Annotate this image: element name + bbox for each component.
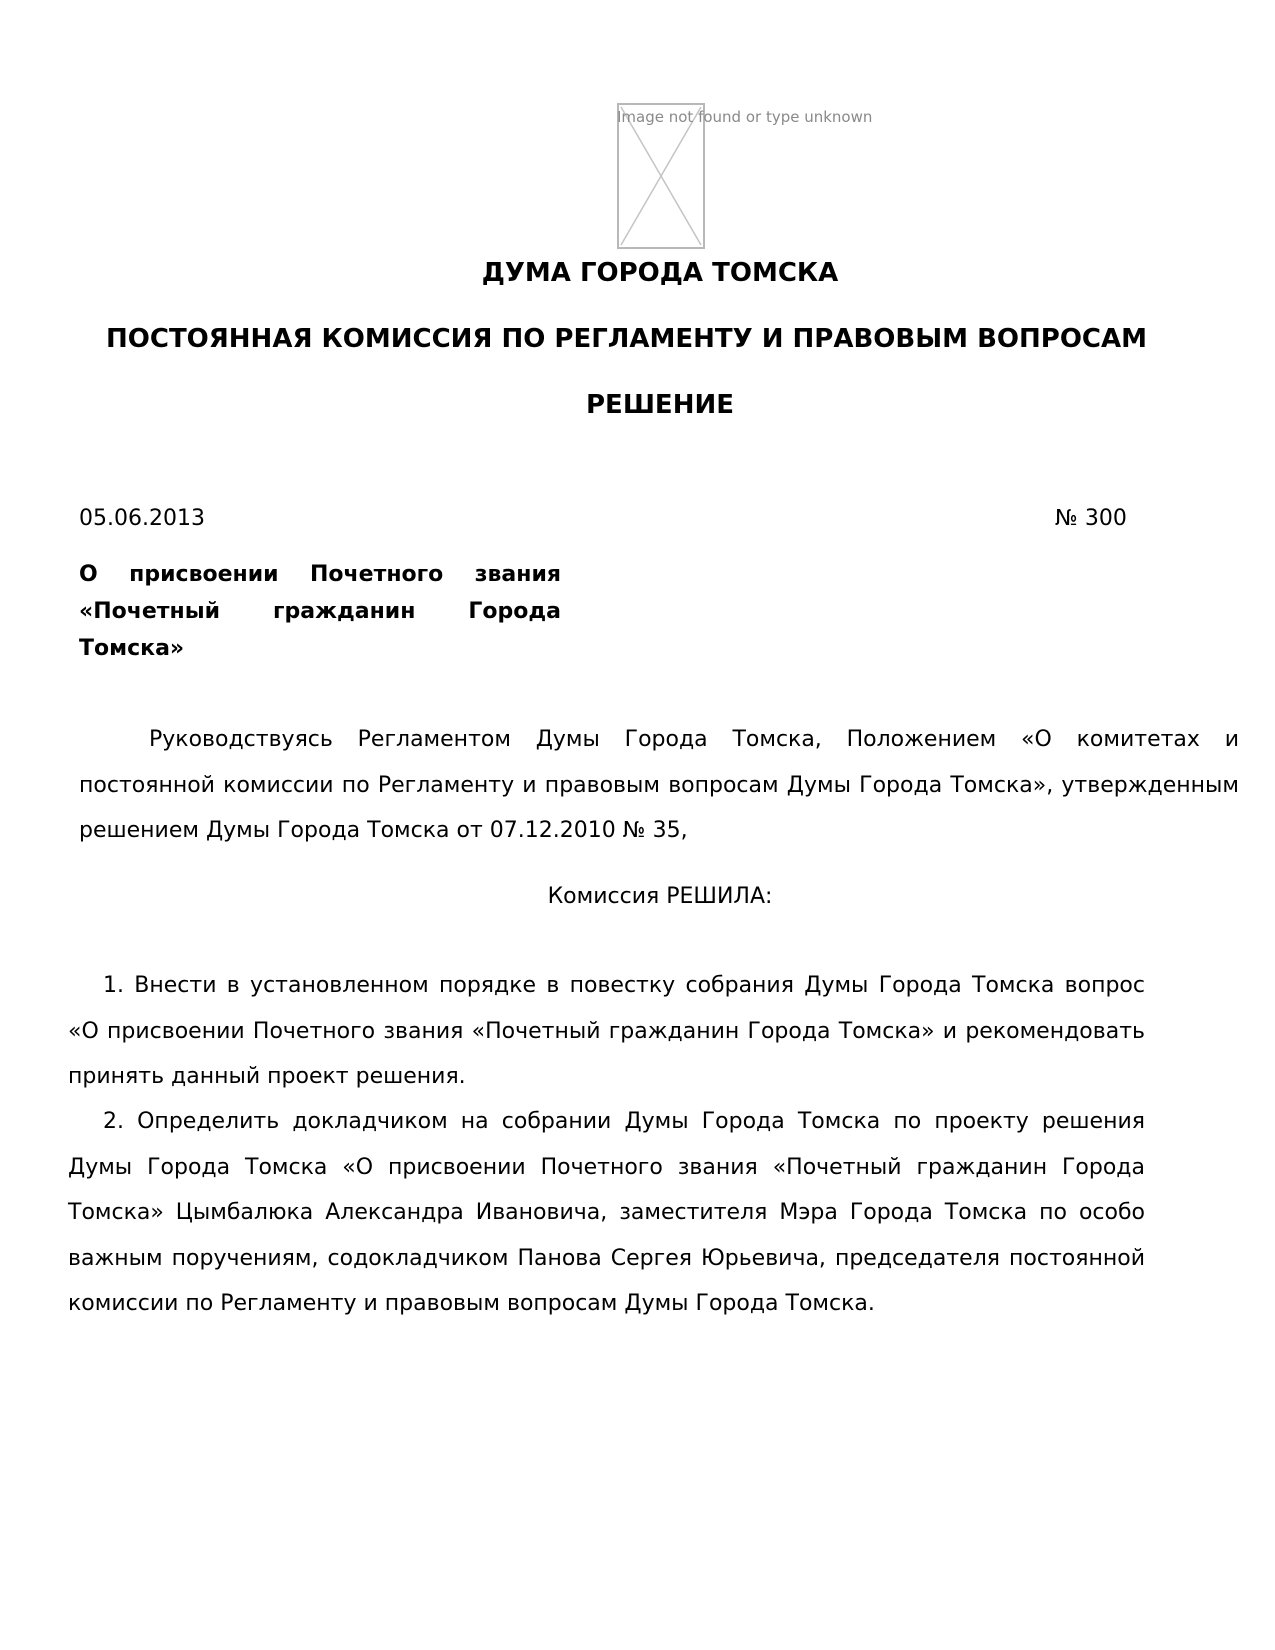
document-subject: О присвоении Почетного звания «Почетный гражданин Города Томска» <box>79 562 561 661</box>
document-type-title: РЕШЕНИЕ <box>586 390 734 420</box>
resolution-item: 1. Внести в установленном порядке в повестку собрания Думы Города Томска вопрос «О присвоении Почетного звания «Почетный гражданин Города Томска» и рекомендовать принять данный проект решения. <box>68 973 1145 1089</box>
resolution-heading: Комиссия РЕШИЛА: <box>547 884 773 909</box>
intro-paragraph: Руководствуясь Регламентом Думы Города Томска, Положением «О комитетах и постоянной комиссии по Регламенту и правовым вопросам Думы Города Томска», утвержденным решением Думы Города Томска от 07.12.2010 № 35, <box>79 727 1239 843</box>
organization-title: ДУМА ГОРОДА ТОМСКА <box>481 258 839 288</box>
image-alt-text: Image not found or type unknown <box>617 108 873 126</box>
committee-title: ПОСТОЯННАЯ КОМИССИЯ ПО РЕГЛАМЕНТУ И ПРАВОВЫМ ВОПРОСАМ <box>106 324 1148 354</box>
broken-image-icon <box>619 105 703 247</box>
resolution-item: 2. Определить докладчиком на собрании Думы Города Томска по проекту решения Думы Города Томска «О присвоении Почетного звания «Почетный гражданин Города Томска» Цымбалюка Александра Ивановича, заместителя Мэра Города Томска по особо важным поручениям, содокладчиком Панова Сергея Юрьевича, председателя постоянной комиссии по Регламенту и правовым вопросам Думы Города Томска. <box>68 1109 1145 1316</box>
document-number: № 300 <box>1055 506 1127 531</box>
document-date: 05.06.2013 <box>79 506 205 531</box>
